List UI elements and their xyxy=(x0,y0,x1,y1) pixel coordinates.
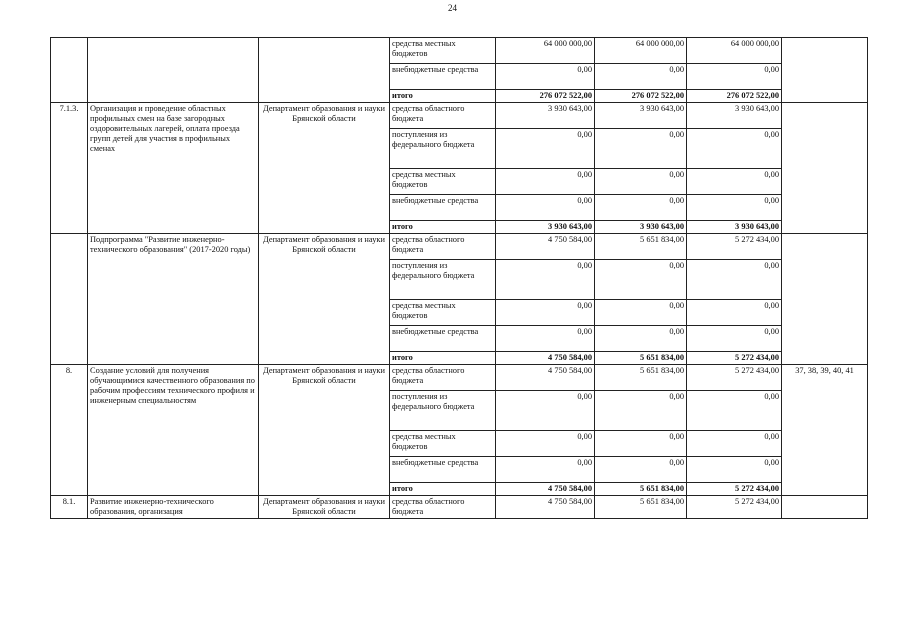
amount-v3: 0,00 xyxy=(687,457,782,483)
amount-v2: 64 000 000,00 xyxy=(595,38,687,64)
item-index: 8.1. xyxy=(51,496,88,519)
funding-source: итого xyxy=(390,221,496,234)
amount-v2: 5 651 834,00 xyxy=(595,496,687,519)
amount-v1: 0,00 xyxy=(496,457,595,483)
amount-v1: 4 750 584,00 xyxy=(496,365,595,391)
amount-v3: 0,00 xyxy=(687,260,782,300)
amount-v1: 4 750 584,00 xyxy=(496,352,595,365)
budget-table xyxy=(50,37,868,519)
funding-source: средства местных бюджетов xyxy=(390,300,496,326)
amount-v1: 0,00 xyxy=(496,431,595,457)
amount-v3: 0,00 xyxy=(687,300,782,326)
funding-source: поступления из федерального бюджета xyxy=(390,391,496,431)
item-department: Департамент образования и науки Брянской области xyxy=(259,234,390,365)
amount-v2: 0,00 xyxy=(595,169,687,195)
item-events xyxy=(782,496,868,519)
page-number: 24 xyxy=(448,3,457,13)
amount-v3: 3 930 643,00 xyxy=(687,221,782,234)
table-row xyxy=(51,234,868,260)
amount-v3: 5 272 434,00 xyxy=(687,234,782,260)
funding-source: итого xyxy=(390,90,496,103)
item-events xyxy=(782,234,868,365)
amount-v1: 0,00 xyxy=(496,260,595,300)
item-index: 7.1.3. xyxy=(51,103,88,234)
amount-v2: 0,00 xyxy=(595,260,687,300)
table-row xyxy=(51,365,868,391)
amount-v1: 4 750 584,00 xyxy=(496,496,595,519)
amount-v1: 0,00 xyxy=(496,391,595,431)
funding-source: средства местных бюджетов xyxy=(390,38,496,64)
amount-v1: 3 930 643,00 xyxy=(496,103,595,129)
amount-v3: 5 272 434,00 xyxy=(687,365,782,391)
amount-v2: 3 930 643,00 xyxy=(595,221,687,234)
item-name xyxy=(88,38,259,103)
amount-v3: 0,00 xyxy=(687,129,782,169)
funding-source: внебюджетные средства xyxy=(390,64,496,90)
table-row xyxy=(51,38,868,64)
item-index xyxy=(51,234,88,365)
amount-v3: 0,00 xyxy=(687,391,782,431)
funding-source: средства областного бюджета xyxy=(390,365,496,391)
amount-v3: 5 272 434,00 xyxy=(687,352,782,365)
amount-v1: 0,00 xyxy=(496,195,595,221)
amount-v3: 5 272 434,00 xyxy=(687,483,782,496)
table-row xyxy=(51,103,868,129)
amount-v2: 0,00 xyxy=(595,326,687,352)
amount-v3: 3 930 643,00 xyxy=(687,103,782,129)
funding-source: внебюджетные средства xyxy=(390,326,496,352)
amount-v2: 0,00 xyxy=(595,195,687,221)
funding-source: итого xyxy=(390,352,496,365)
funding-source: средства местных бюджетов xyxy=(390,431,496,457)
funding-source: средства местных бюджетов xyxy=(390,169,496,195)
amount-v3: 0,00 xyxy=(687,431,782,457)
amount-v2: 276 072 522,00 xyxy=(595,90,687,103)
funding-source: поступления из федерального бюджета xyxy=(390,129,496,169)
amount-v2: 0,00 xyxy=(595,457,687,483)
item-name: Подпрограмма "Развитие инженерно-технического образования" (2017-2020 годы) xyxy=(88,234,259,365)
item-name: Развитие инженерно-технического образования, организация xyxy=(88,496,259,519)
amount-v3: 276 072 522,00 xyxy=(687,90,782,103)
amount-v1: 276 072 522,00 xyxy=(496,90,595,103)
amount-v2: 5 651 834,00 xyxy=(595,483,687,496)
funding-source: внебюджетные средства xyxy=(390,195,496,221)
funding-source: средства областного бюджета xyxy=(390,496,496,519)
item-name: Организация и проведение областных профильных смен на базе загородных оздоровительных лагерей, оплата проезда групп детей для участия в профильных сменах xyxy=(88,103,259,234)
item-department: Департамент образования и науки Брянской области xyxy=(259,103,390,234)
amount-v2: 0,00 xyxy=(595,64,687,90)
amount-v2: 0,00 xyxy=(595,129,687,169)
item-department: Департамент образования и науки Брянской области xyxy=(259,365,390,496)
amount-v1: 0,00 xyxy=(496,169,595,195)
funding-source: поступления из федерального бюджета xyxy=(390,260,496,300)
item-events: 37, 38, 39, 40, 41 xyxy=(782,365,868,496)
amount-v3: 0,00 xyxy=(687,169,782,195)
funding-source: итого xyxy=(390,483,496,496)
amount-v1: 0,00 xyxy=(496,129,595,169)
amount-v1: 3 930 643,00 xyxy=(496,221,595,234)
item-events xyxy=(782,38,868,103)
item-department xyxy=(259,38,390,103)
item-department: Департамент образования и науки Брянской области xyxy=(259,496,390,519)
amount-v2: 0,00 xyxy=(595,431,687,457)
amount-v3: 64 000 000,00 xyxy=(687,38,782,64)
funding-source: внебюджетные средства xyxy=(390,457,496,483)
funding-source: средства областного бюджета xyxy=(390,234,496,260)
item-index: 8. xyxy=(51,365,88,496)
amount-v3: 0,00 xyxy=(687,64,782,90)
amount-v1: 4 750 584,00 xyxy=(496,234,595,260)
amount-v1: 0,00 xyxy=(496,64,595,90)
amount-v2: 0,00 xyxy=(595,391,687,431)
table-row xyxy=(51,496,868,519)
amount-v1: 0,00 xyxy=(496,300,595,326)
amount-v3: 0,00 xyxy=(687,195,782,221)
item-events xyxy=(782,103,868,234)
amount-v3: 5 272 434,00 xyxy=(687,496,782,519)
amount-v2: 5 651 834,00 xyxy=(595,352,687,365)
amount-v2: 5 651 834,00 xyxy=(595,365,687,391)
amount-v1: 0,00 xyxy=(496,326,595,352)
amount-v2: 5 651 834,00 xyxy=(595,234,687,260)
funding-source: средства областного бюджета xyxy=(390,103,496,129)
amount-v1: 64 000 000,00 xyxy=(496,38,595,64)
amount-v1: 4 750 584,00 xyxy=(496,483,595,496)
amount-v2: 0,00 xyxy=(595,300,687,326)
item-index xyxy=(51,38,88,103)
item-name: Создание условий для получения обучающимися качественного образования по рабочим профессиям технического профиля и инженерным специальностям xyxy=(88,365,259,496)
amount-v2: 3 930 643,00 xyxy=(595,103,687,129)
amount-v3: 0,00 xyxy=(687,326,782,352)
